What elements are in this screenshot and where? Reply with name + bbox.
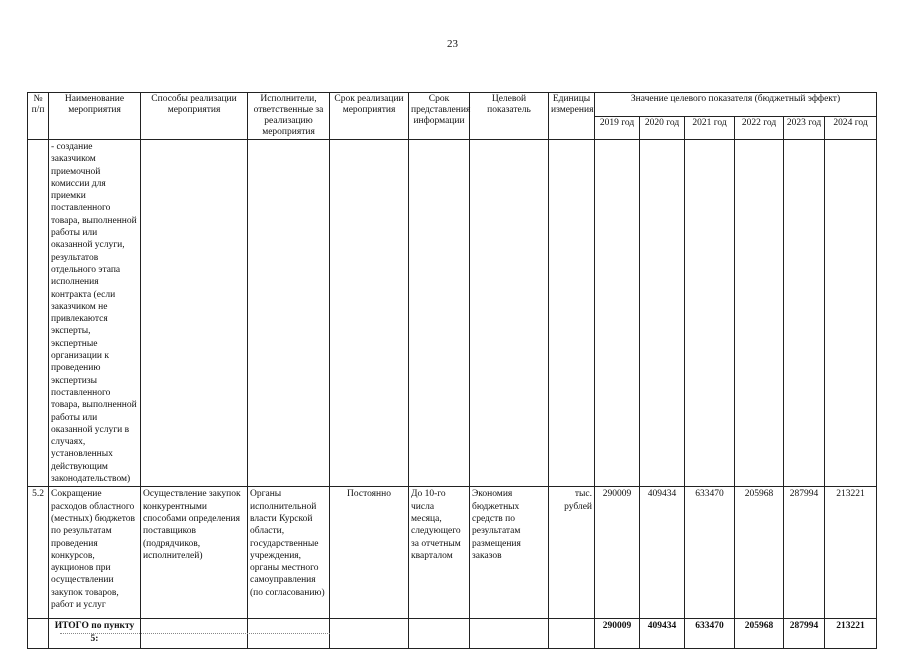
scan-edge-divider — [60, 633, 330, 637]
cell-value-2021: 633470 — [685, 487, 735, 619]
header-year-2022: 2022 год — [735, 117, 784, 140]
header-year-2023: 2023 год — [784, 117, 825, 140]
header-term: Срок реализации мероприятия — [330, 93, 409, 140]
cell-unit: тыс. рублей — [549, 487, 595, 619]
cell-executors — [248, 140, 330, 487]
cell-unit — [549, 140, 595, 487]
total-value-2021: 633470 — [685, 619, 735, 649]
cell-value — [735, 140, 784, 487]
cell-indicator — [470, 619, 549, 649]
cell-value — [595, 140, 640, 487]
measures-table — [27, 92, 877, 649]
cell-value-2024: 213221 — [825, 487, 877, 619]
header-year-2024: 2024 год — [825, 117, 877, 140]
cell-name: Сокращение расходов областного (местных) бюджетов по результатам проведения конкурсов, аукционов при осуществлении закупок товаров, работ и услуг — [49, 487, 141, 619]
cell-value — [784, 140, 825, 487]
cell-methods: Осуществление закупок конкурентными способами определения поставщиков (подрядчиков, исполнителей) — [141, 487, 248, 619]
cell-term — [330, 140, 409, 487]
header-report: Срок представления информации — [409, 93, 470, 140]
table-row — [28, 140, 877, 487]
header-year-2019: 2019 год — [595, 117, 640, 140]
cell-value-2019: 290009 — [595, 487, 640, 619]
total-value-2024: 213221 — [825, 619, 877, 649]
total-value-2019: 290009 — [595, 619, 640, 649]
table-row — [28, 487, 877, 619]
cell-report: До 10-го числа месяца, следующего за отчетным кварталом — [409, 487, 470, 619]
header-value-group: Значение целевого показателя (бюджетный эффект) — [595, 93, 877, 117]
cell-num — [28, 140, 49, 487]
total-value-2023: 287994 — [784, 619, 825, 649]
total-value-2022: 205968 — [735, 619, 784, 649]
cell-report — [409, 140, 470, 487]
cell-report — [409, 619, 470, 649]
header-year-2020: 2020 год — [640, 117, 685, 140]
header-unit: Единицы измерения — [549, 93, 595, 140]
total-value-2020: 409434 — [640, 619, 685, 649]
header-indicator: Целевой показатель — [470, 93, 549, 140]
cell-name: - создание заказчиком приемочной комиссии для приемки поставленного товара, выполненной работы или оказанной услуги, результатов отдельного этапа исполнения контракта (если заказчиком не привлекаются эксперты, экспертные организации к проведению экспертизы поставленного товара, выполненной работы или оказанной услуги в случаях, установленных действующим законодательством) — [49, 140, 141, 487]
header-name: Наименование мероприятия — [49, 93, 141, 140]
header-executors: Исполнители, ответственные за реализацию мероприятия — [248, 93, 330, 140]
cell-value-2023: 287994 — [784, 487, 825, 619]
cell-indicator — [470, 140, 549, 487]
header-methods: Способы реализации мероприятия — [141, 93, 248, 140]
cell-indicator: Экономия бюджетных средств по результатам размещения заказов — [470, 487, 549, 619]
page-number: 23 — [447, 38, 458, 50]
header-num: № п/п — [28, 93, 49, 140]
total-label: ИТОГО по пункту 5: — [49, 619, 141, 649]
cell-num: 5.2 — [28, 487, 49, 619]
header-row — [28, 93, 877, 117]
cell-num — [28, 619, 49, 649]
cell-value — [685, 140, 735, 487]
cell-term — [330, 619, 409, 649]
cell-executors: Органы исполнительной власти Курской области, государственные учреждения, органы местного самоуправления (по согласованию) — [248, 487, 330, 619]
cell-methods — [141, 140, 248, 487]
cell-value-2020: 409434 — [640, 487, 685, 619]
cell-value — [825, 140, 877, 487]
cell-term: Постоянно — [330, 487, 409, 619]
cell-unit — [549, 619, 595, 649]
header-year-2021: 2021 год — [685, 117, 735, 140]
cell-value-2022: 205968 — [735, 487, 784, 619]
cell-value — [640, 140, 685, 487]
